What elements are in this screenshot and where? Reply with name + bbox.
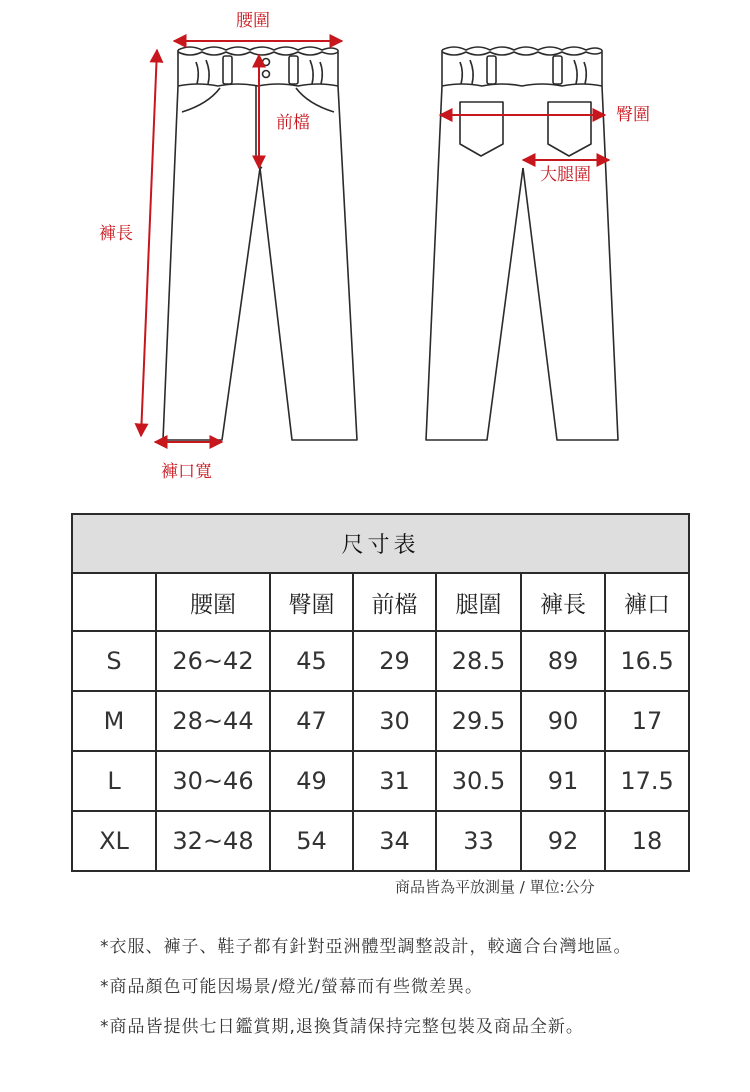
table-cell: 54 — [270, 811, 353, 871]
header-waist: 腰圍 — [156, 573, 270, 631]
pants-illustration — [0, 0, 750, 500]
length-label: 褲長 — [99, 224, 133, 244]
table-cell: 17.5 — [605, 751, 689, 811]
front-rise-label: 前檔 — [276, 113, 310, 133]
table-title: 尺寸表 — [72, 514, 689, 573]
size-cell: XL — [72, 811, 156, 871]
table-cell: 31 — [353, 751, 436, 811]
table-cell: 17 — [605, 691, 689, 751]
table-cell: 49 — [270, 751, 353, 811]
table-cell: 47 — [270, 691, 353, 751]
table-cell: 32~48 — [156, 811, 270, 871]
table-row — [72, 811, 689, 871]
leg-opening-label: 褲口寬 — [161, 462, 212, 482]
size-cell: S — [72, 631, 156, 691]
table-row — [72, 631, 689, 691]
size-cell: M — [72, 691, 156, 751]
table-cell: 91 — [521, 751, 605, 811]
measurement-unit-note: 商品皆為平放測量 / 單位:公分 — [395, 878, 595, 896]
table-cell: 30~46 — [156, 751, 270, 811]
header-cell-empty — [72, 573, 156, 631]
table-cell: 33 — [436, 811, 521, 871]
header-length: 褲長 — [521, 573, 605, 631]
table-cell: 90 — [521, 691, 605, 751]
header-front-rise: 前檔 — [353, 573, 436, 631]
thigh-label: 大腿圍 — [540, 165, 591, 185]
note-item: *商品顏色可能因場景/燈光/螢幕而有些微差異。 — [100, 977, 483, 997]
table-cell: 29 — [353, 631, 436, 691]
table-cell: 30.5 — [436, 751, 521, 811]
table-cell: 45 — [270, 631, 353, 691]
table-header-row — [72, 573, 689, 631]
table-cell: 26~42 — [156, 631, 270, 691]
note-item: *商品皆提供七日鑑賞期,退換貨請保持完整包裝及商品全新。 — [100, 1017, 584, 1037]
table-cell: 28.5 — [436, 631, 521, 691]
table-cell: 18 — [605, 811, 689, 871]
header-thigh: 腿圍 — [436, 573, 521, 631]
table-cell: 29.5 — [436, 691, 521, 751]
note-item: *衣服、褲子、鞋子都有針對亞洲體型調整設計，較適合台灣地區。 — [100, 937, 632, 957]
measurement-arrows — [141, 41, 609, 442]
table-cell: 28~44 — [156, 691, 270, 751]
size-cell: L — [72, 751, 156, 811]
back-pants — [426, 47, 618, 440]
table-row — [72, 751, 689, 811]
size-chart-table — [71, 513, 690, 872]
pants-measurement-diagram — [0, 0, 750, 500]
table-title-row — [72, 514, 689, 573]
notes-list — [100, 934, 632, 1054]
header-hip: 臀圍 — [270, 573, 353, 631]
table-cell: 34 — [353, 811, 436, 871]
hip-label: 臀圍 — [616, 105, 650, 125]
table-cell: 92 — [521, 811, 605, 871]
table-cell: 89 — [521, 631, 605, 691]
waist-label: 腰圍 — [236, 11, 270, 31]
table-cell: 30 — [353, 691, 436, 751]
header-leg-opening: 褲口 — [605, 573, 689, 631]
table-row — [72, 691, 689, 751]
table-cell: 16.5 — [605, 631, 689, 691]
